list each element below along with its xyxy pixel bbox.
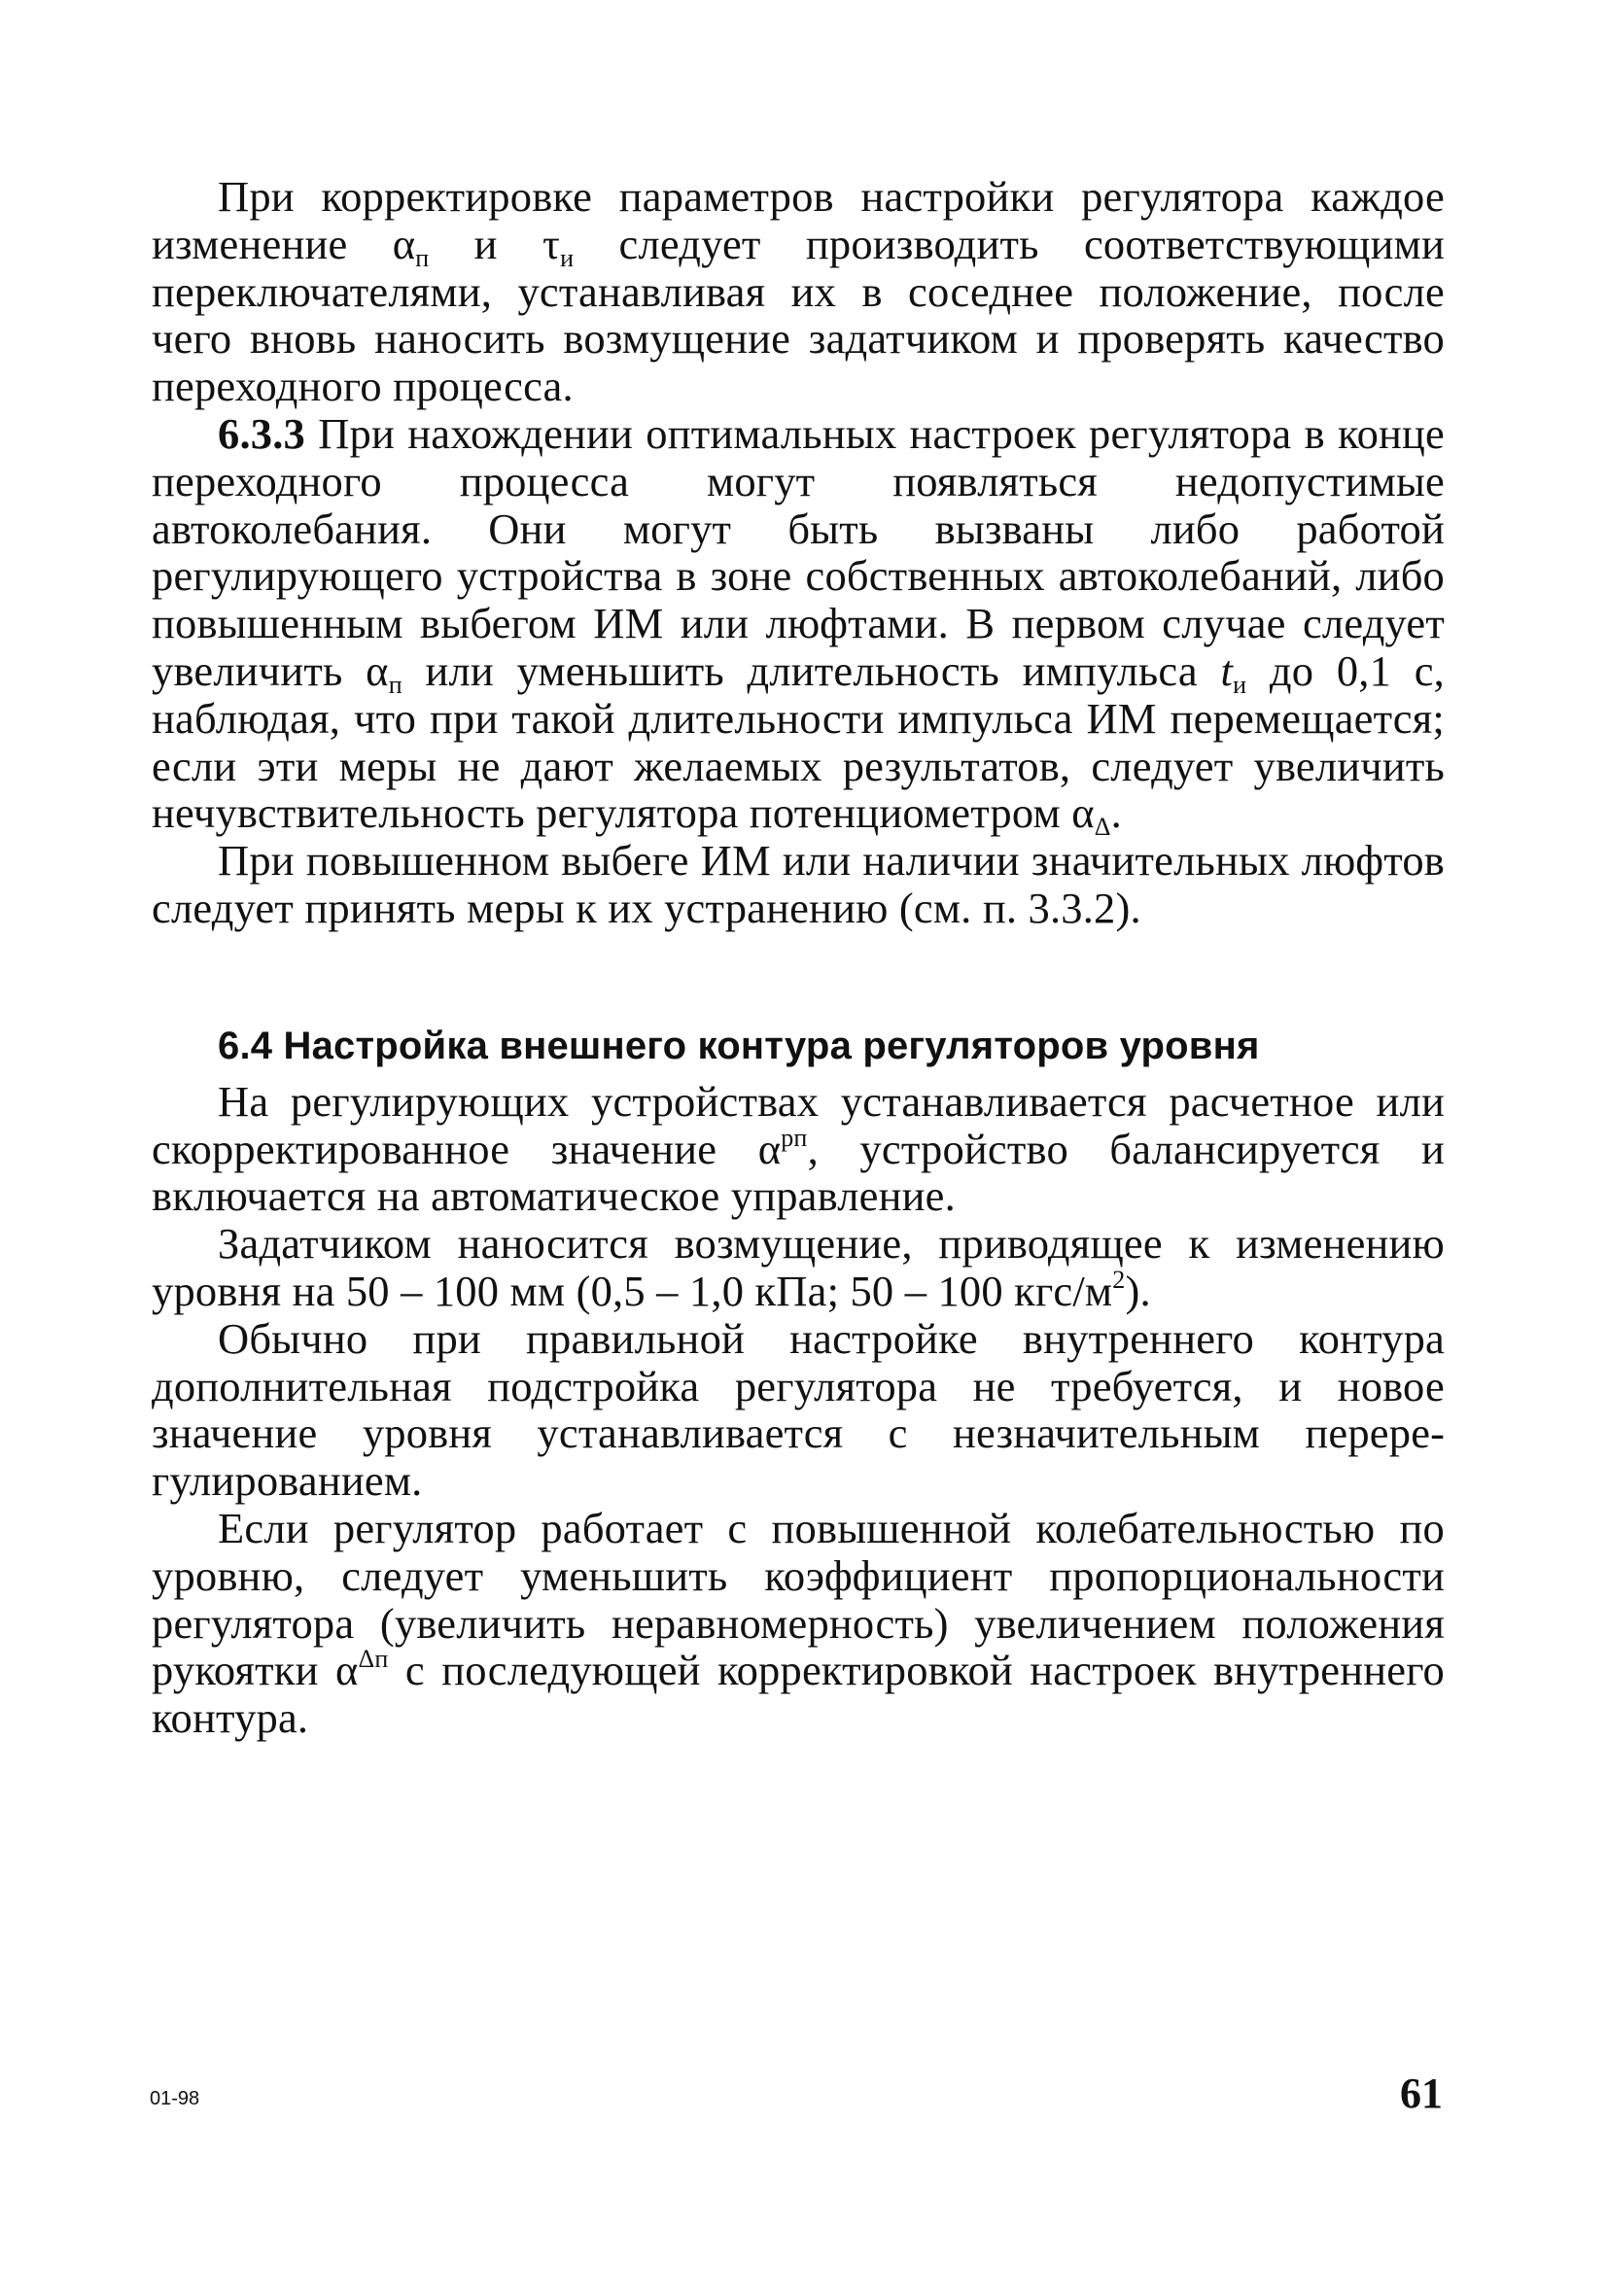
paragraph-oscillation: [152, 1505, 1445, 1742]
text: и: [429, 219, 543, 268]
section-number: 6.3.3: [218, 408, 305, 458]
text: При корректировке параметров настройки регулятора каждое изменение: [152, 172, 1445, 268]
subscript: п: [415, 243, 430, 272]
paragraph-backlash: При повышенном выбеге ИМ или наличии значительных люфтов следует принять меры к их устранению (см. п. 3.3.2).: [152, 836, 1445, 932]
subscript: п: [388, 670, 402, 699]
paragraph-disturbance: [152, 1220, 1445, 1315]
footer-code: 01-98: [150, 2088, 200, 2109]
page-number: 61: [1400, 2070, 1443, 2117]
superscript: Δп: [358, 1645, 389, 1674]
text: следует производить соответствующими переключателями, устанавливая их в соседнее положение, после чего вновь наносить возмущение задатчиком и проверять качество переходного процесса.: [152, 219, 1446, 411]
text: или уменьшить длительность импульса: [402, 645, 1221, 695]
paragraph-normal-setup: Обычно при правильной настройке внутреннего контура дополнительная подстройка регулятора не требуется, и новое значение уровня устанавливается с незначительным перерегулированием.: [152, 1313, 1445, 1506]
text: с последующей корректировкой настроек внутреннего контура.: [152, 1646, 1445, 1743]
alpha-symbol: α: [392, 219, 416, 268]
paragraph-6-3-3: [152, 408, 1445, 842]
subscript: и: [560, 243, 575, 272]
text: Задатчиком наносится возмущение, приводящее к изменению уровня на 50 – 100 мм (0,5 – 1,0 кПа; 50 – 100 кгс/м: [152, 1219, 1445, 1315]
superscript: 2: [1112, 1265, 1126, 1294]
text: .: [1110, 788, 1122, 838]
section-heading: 6.4 Настройка внешнего контура регуляторов уровня: [218, 1024, 1260, 1067]
paragraph-setting: [152, 1078, 1445, 1220]
text: до 0,1 с, наблюдая, что при такой длительности импульса ИМ перемещается; если эти меры не дают желаемых результатов, следует увеличить нечувствительность регулятора потенциометром: [152, 645, 1445, 838]
page-body: [152, 173, 1445, 1742]
paragraph-correction: [152, 173, 1445, 410]
superscript: рп: [781, 1123, 808, 1152]
tau-symbol: τ: [542, 219, 561, 268]
text: ).: [1125, 1266, 1151, 1315]
alpha-symbol: α: [1071, 788, 1095, 838]
subscript: Δ: [1094, 813, 1111, 842]
alpha-symbol: α: [334, 1646, 359, 1695]
text: , устройство балансируется и включается на автоматическое управление.: [152, 1124, 1445, 1221]
subscript: и: [1233, 670, 1247, 699]
t-symbol: t: [1220, 645, 1234, 695]
text: На регулирующих устройствах устанавливается расчетное или скорректированное значение: [152, 1076, 1445, 1173]
alpha-symbol: α: [757, 1124, 782, 1173]
text: При нахождении оптимальных настроек регулятора в конце переходного процесса могут появляться недопустимые автоколебания. Они могут быть вызваны либо работой регулирующего устройства в зоне собственных автоколебаний, либо повышенным выбегом ИМ или люфтами. В первом случае следует увеличить: [152, 408, 1445, 695]
alpha-symbol: α: [366, 645, 389, 695]
text: Если регулятор работает с повышенной колебательностью по уровню, следует уменьшить коэффициент пропорциональности регулятора (увеличить неравномерность) увеличением положения рукоятки: [152, 1503, 1445, 1695]
